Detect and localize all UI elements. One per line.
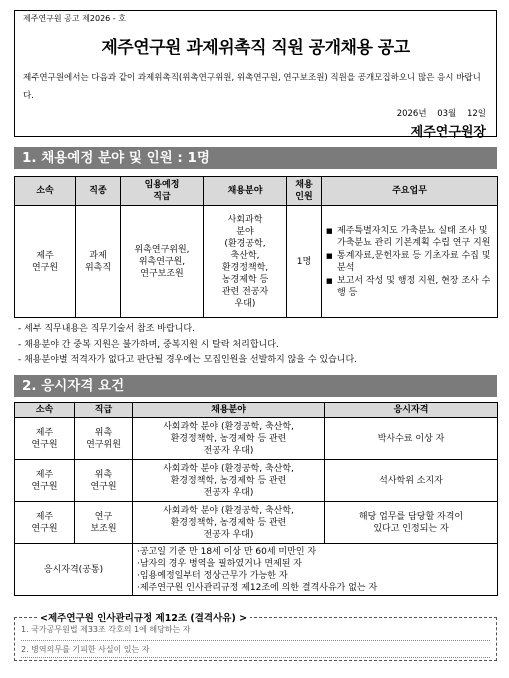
note-line: - 세부 직무내용은 직무기술서 참조 바랍니다. [18, 324, 195, 334]
divider [21, 640, 490, 641]
header-cell: 채용분야 [204, 177, 287, 206]
common-label-cell: 응시자격(공통) [15, 544, 133, 596]
field-cell: 사회과학 분야 (환경공학, 축산학, 환경정책학, 농경제학 등 관련 전공자 우대) [133, 502, 325, 544]
list-item: ·임용예정일부터 정상근무가 가능한 자 [137, 570, 288, 581]
notice-number: 제주연구원 공고 제2026 - 호 [23, 14, 126, 23]
list-item: ·공고일 기준 만 18세 이상 만 60세 미만인 자 [137, 546, 317, 557]
header-cell: 주요업무 [322, 177, 498, 206]
qualification-cell: 석사학위 소지자 [325, 460, 498, 502]
section1-title: 1. 채용예정 분야 및 인원 : 1명 [14, 147, 497, 169]
notice-intro: 제주연구원에서는 다음과 같이 과제위촉직(위촉연구위원, 위촉연구원, 연구보조원) 직원을 공개모집하오니 많은 응시 바랍니다. [23, 73, 481, 101]
header-cell: 소속 [15, 177, 76, 206]
disqualification-title: <제주연구원 인사관리규정 제12조 (결격사유) > [37, 610, 250, 624]
count-cell: 1명 [287, 206, 322, 318]
header-cell: 채용분야 [133, 403, 325, 418]
notice-signer: 제주연구원장 [410, 125, 486, 140]
list-item: ■ 통계자료,문헌자료 등 기초자료 수집 및 분석 [326, 250, 495, 274]
table-row [15, 418, 498, 460]
notice-title: 제주연구원 과제위촉직 직원 공개채용 공고 [101, 38, 410, 58]
qualification-cell: 박사수료 이상 자 [325, 418, 498, 460]
notice-header-box [14, 10, 497, 140]
qualification-table [14, 402, 498, 596]
disqualification-box [14, 613, 497, 661]
header-cell: 채용 인원 [287, 177, 322, 206]
header-cell: 직종 [76, 177, 121, 206]
list-item: 2. 병역의무를 기피한 사실이 있는 자 [21, 645, 150, 654]
header-cell: 소속 [15, 403, 75, 418]
divider [21, 657, 490, 658]
notice-date: 2026년 03월 12일 [396, 109, 486, 119]
note-line: - 채용분야 간 중복 지원은 불가하며, 중복지원 시 탈락 처리합니다. [18, 339, 279, 350]
org-cell: 제주 연구원 [15, 206, 76, 318]
qualification-header-row [15, 403, 498, 418]
list-item: ■ 제주특별자치도 가축분뇨 실태 조사 및 가축분뇨 관리 기본계획 수립 연구 지원 [326, 225, 495, 249]
rank-cell: 위촉 연구원 [75, 460, 133, 502]
list-item: 1. 국가공무원법 제33조 각호의 1에 해당하는 자 [21, 625, 191, 634]
field-cell: 사회과학 분야 (환경공학, 축산학, 환경정책학, 농경제학 등 관련 전공자 우대) [204, 206, 287, 318]
field-cell: 사회과학 분야 (환경공학, 축산학, 환경정책학, 농경제학 등 관련 전공자 우대) [133, 418, 325, 460]
header-cell: 응시자격 [325, 403, 498, 418]
org-cell: 제주 연구원 [15, 502, 75, 544]
duties-list [324, 225, 495, 299]
field-cell: 사회과학 분야 (환경공학, 축산학, 환경정책학, 농경제학 등 관련 전공자 우대) [133, 460, 325, 502]
recruitment-header-row [15, 177, 498, 206]
header-cell: 임용예정 직급 [121, 177, 204, 206]
recruitment-table [14, 176, 498, 318]
job-cell: 과제 위촉직 [76, 206, 121, 318]
list-item: ·제주연구원 인사관리규정 제12조에 의한 결격사유가 없는 자 [137, 582, 378, 593]
common-qualification-cell [133, 544, 498, 596]
rank-cell: 위촉 연구위원 [75, 418, 133, 460]
header-cell: 직급 [75, 403, 133, 418]
org-cell: 제주 연구원 [15, 418, 75, 460]
table-row [15, 460, 498, 502]
list-item: ■ 보고서 작성 및 행정 지원, 현장 조사 수행 등 [326, 275, 495, 299]
table-row [15, 502, 498, 544]
section2-title: 2. 응시자격 요건 [14, 375, 497, 397]
note-line: - 채용분야별 적격자가 없다고 판단될 경우에는 모집인원을 선발하지 않을 수 있습니다. [18, 355, 358, 365]
list-item: ·남자의 경우 병역을 필하였거나 면제된 자 [137, 558, 302, 569]
org-cell: 제주 연구원 [15, 460, 75, 502]
rank-cell: 위촉연구위원, 위촉연구원, 연구보조원 [121, 206, 204, 318]
section1-notes [18, 322, 357, 369]
duties-cell [322, 206, 498, 318]
qualification-cell: 해당 업무를 담당할 자격이 있다고 인정되는 자 [325, 502, 498, 544]
rank-cell: 연구 보조원 [75, 502, 133, 544]
table-row [15, 544, 498, 596]
table-row [15, 206, 498, 318]
